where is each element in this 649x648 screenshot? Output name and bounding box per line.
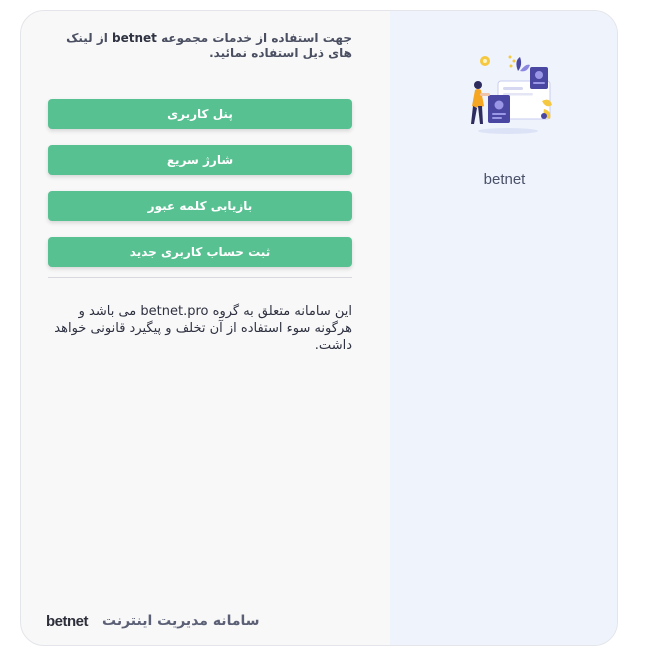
- brand-panel: [390, 11, 618, 645]
- footer-logo: betnet: [46, 612, 88, 630]
- links-panel: [21, 11, 390, 645]
- login-card: [20, 10, 618, 646]
- legal-notice: این سامانه متعلق به گروه betnet.pro می باشد و هرگونه سوء استفاده از آن تخلف و پیگیرد قانونی خواهد داشت.: [54, 304, 352, 353]
- intro-text: جهت استفاده از خدمات مجموعه betnet از لینک های ذیل استفاده نمائید.: [66, 31, 352, 60]
- quick-charge-button[interactable]: شارژ سریع: [48, 145, 352, 175]
- footer-title: سامانه مدیریت اینترنت: [102, 613, 260, 629]
- brand-name: betnet: [483, 171, 526, 188]
- intro-brand: betnet: [112, 31, 157, 45]
- footer: [46, 609, 260, 633]
- divider: [48, 277, 352, 278]
- password-recovery-button[interactable]: بازیابی کلمه عبور: [48, 191, 352, 221]
- user-panel-button[interactable]: پنل کاربری: [48, 99, 352, 129]
- illustration-person-cards-icon: [460, 51, 560, 141]
- register-account-button[interactable]: ثبت حساب کاربری جدید: [48, 237, 352, 267]
